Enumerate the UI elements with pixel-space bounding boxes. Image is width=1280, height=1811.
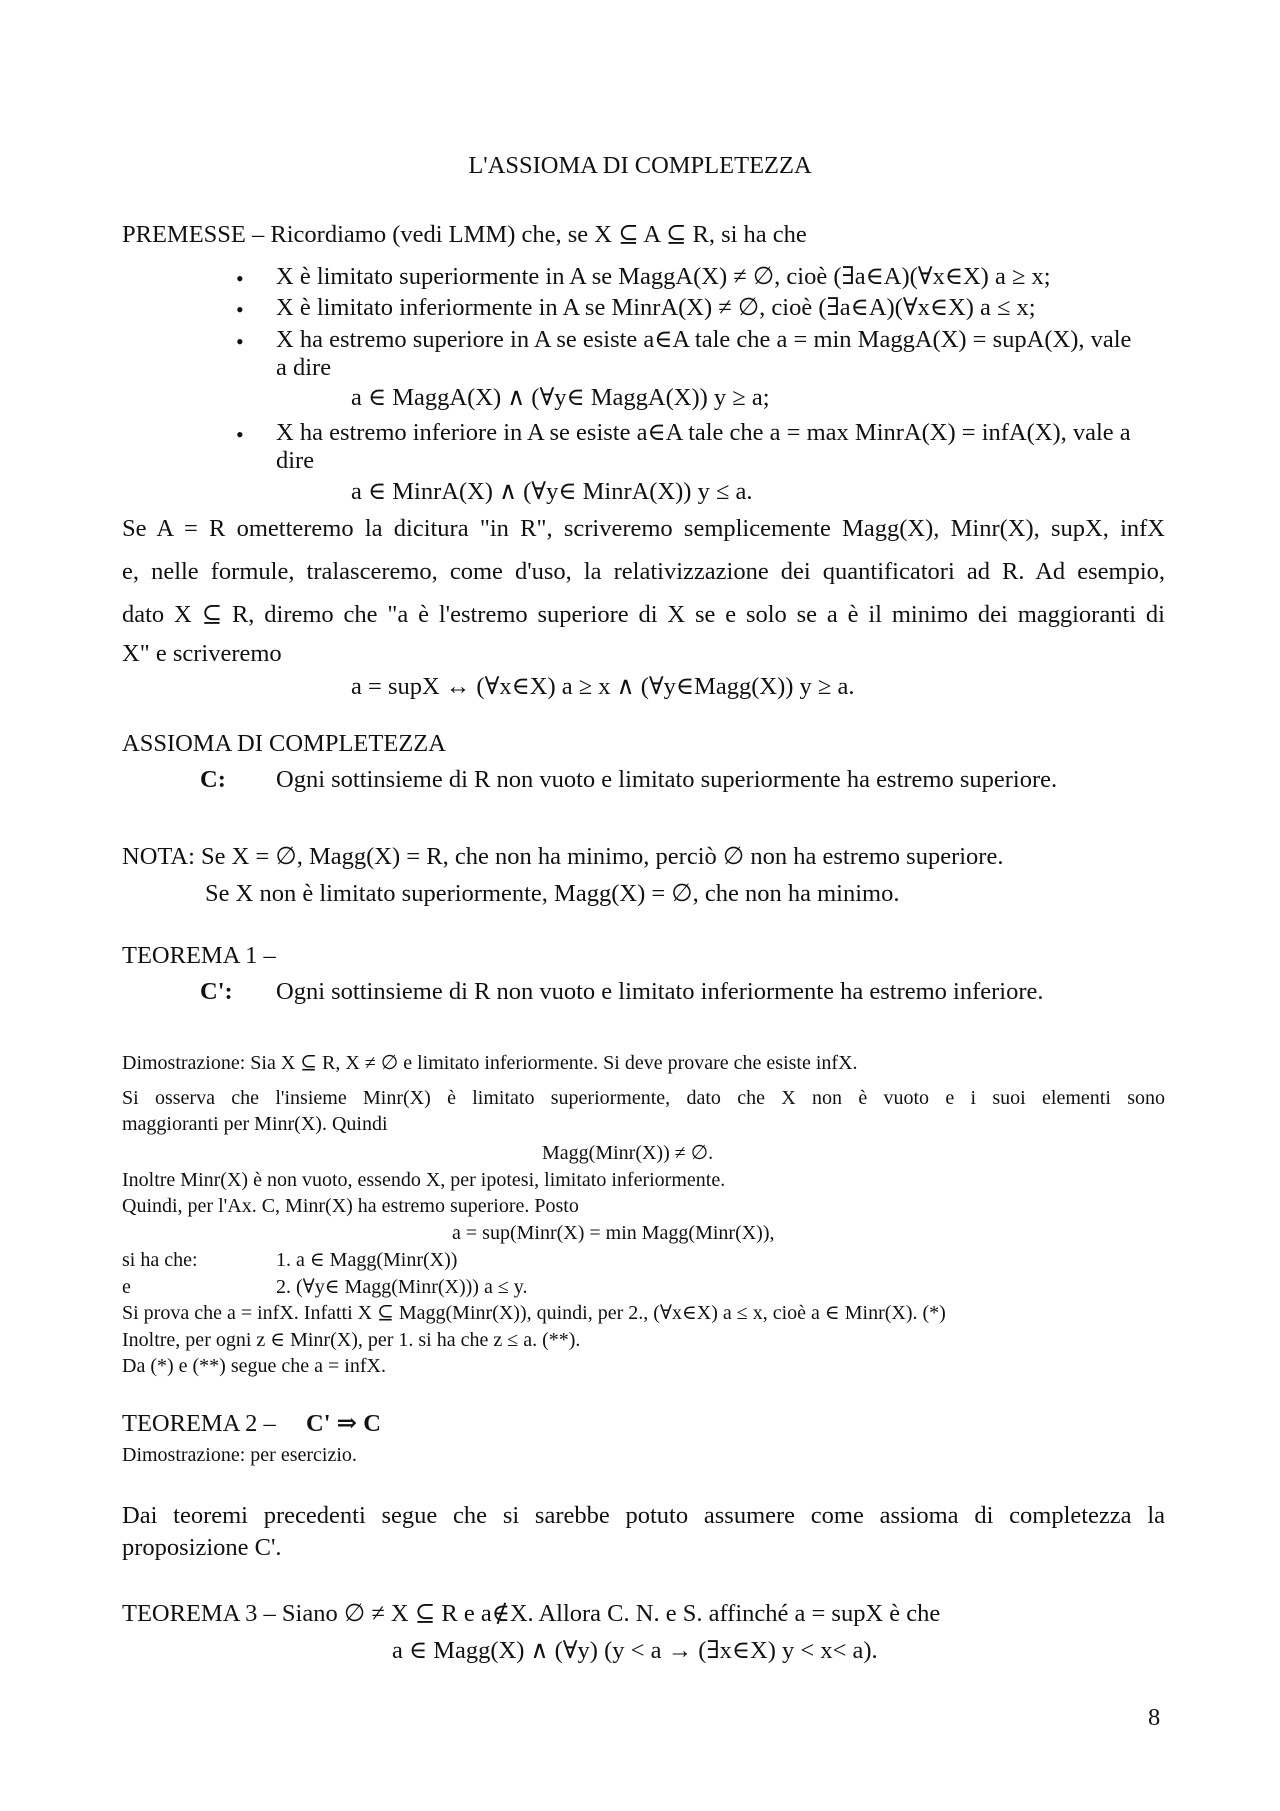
premesse-formula: a = supX ↔ (∀x∈X) a ≥ x ∧ (∀y∈Magg(X)) y ≥ a. xyxy=(351,673,855,700)
conclusione-line: proposizione C'. xyxy=(122,1534,282,1561)
dim1-line: Dimostrazione: Sia X ⊆ R, X ≠ ∅ e limitato inferiormente. Si deve provare che esiste infX. xyxy=(122,1052,858,1074)
nota-line: Se X non è limitato superiormente, Magg(X) = ∅, che non ha minimo. xyxy=(205,880,900,907)
dim1-line: Inoltre Minr(X) è non vuoto, essendo X, per ipotesi, limitato inferiormente. xyxy=(122,1169,726,1191)
assioma-text: Ogni sottinsieme di R non vuoto e limitato superiormente ha estremo superiore. xyxy=(276,766,1058,793)
bullet-item: X ha estremo inferiore in A se esiste a∈A tale che a = max MinrA(X) = infA(X), vale a xyxy=(276,419,1131,446)
teorema1-heading: TEOREMA 1 – xyxy=(122,942,276,969)
premesse-paragraph-line: dato X ⊆ R, diremo che "a è l'estremo superiore di X se e solo se a è il minimo dei maggioranti di xyxy=(122,601,1165,628)
bullet-item: X ha estremo superiore in A se esiste a∈A tale che a = min MaggA(X) = supA(X), vale xyxy=(276,326,1132,353)
bullet-marker: • xyxy=(236,329,244,354)
premesse-paragraph-line: e, nelle formule, tralasceremo, come d'uso, la relativizzazione dei quantificatori ad R. Ad esempio, xyxy=(122,558,1165,585)
assioma-label: C: xyxy=(200,766,226,793)
bullet-marker: • xyxy=(236,297,244,322)
dim1-line: Da (*) e (**) segue che a = infX. xyxy=(122,1355,386,1377)
dim1-line: si ha che: xyxy=(122,1249,198,1271)
nota-line: NOTA: Se X = ∅, Magg(X) = R, che non ha minimo, perciò ∅ non ha estremo superiore. xyxy=(122,843,1004,870)
dim1-formula: a = sup(Minr(X) = min Magg(Minr(X)), xyxy=(452,1222,775,1244)
dim1-item: 1. a ∈ Magg(Minr(X)) xyxy=(276,1249,458,1271)
dim1-formula: Magg(Minr(X)) ≠ ∅. xyxy=(542,1142,714,1164)
dim1-line: Si osserva che l'insieme Minr(X) è limitato superiormente, dato che X non è vuoto e i suoi elementi sono xyxy=(122,1087,1165,1109)
bullet-formula: a ∈ MaggA(X) ∧ (∀y∈ MaggA(X)) y ≥ a; xyxy=(351,384,770,411)
premesse-paragraph-line: Se A = R ometteremo la dicitura "in R", scriveremo semplicemente Magg(X), Minr(X), supX, infX xyxy=(122,515,1165,542)
dim1-line: maggioranti per Minr(X). Quindi xyxy=(122,1113,388,1135)
teorema2-statement: C' ⇒ C xyxy=(306,1410,381,1437)
bullet-item-continuation: dire xyxy=(276,447,315,474)
bullet-item: X è limitato superiormente in A se MaggA(X) ≠ ∅, cioè (∃a∈A)(∀x∈X) a ≥ x; xyxy=(276,263,1051,290)
teorema3-formula: a ∈ Magg(X) ∧ (∀y) (y < a → (∃x∈X) y < x< a). xyxy=(392,1637,878,1664)
assioma-heading: ASSIOMA DI COMPLETEZZA xyxy=(122,730,446,757)
dim1-line: Inoltre, per ogni z ∈ Minr(X), per 1. si ha che z ≤ a. (**). xyxy=(122,1329,581,1351)
teorema3-line: TEOREMA 3 – Siano ∅ ≠ X ⊆ R e a∉X. Allora C. N. e S. affinché a = supX è che xyxy=(122,1600,941,1627)
bullet-marker: • xyxy=(236,422,244,447)
teorema2-heading: TEOREMA 2 – xyxy=(122,1410,276,1437)
bullet-formula: a ∈ MinrA(X) ∧ (∀y∈ MinrA(X)) y ≤ a. xyxy=(351,478,753,505)
teorema1-text: Ogni sottinsieme di R non vuoto e limitato inferiormente ha estremo inferiore. xyxy=(276,978,1044,1005)
premesse-paragraph-line: X" e scriveremo xyxy=(122,640,282,667)
dim1-item: 2. (∀y∈ Magg(Minr(X))) a ≤ y. xyxy=(276,1276,528,1298)
premesse-intro: PREMESSE – Ricordiamo (vedi LMM) che, se X ⊆ A ⊆ R, si ha che xyxy=(122,221,807,248)
dim1-line: e xyxy=(122,1276,131,1298)
bullet-marker: • xyxy=(236,266,244,291)
page-title: L'ASSIOMA DI COMPLETEZZA xyxy=(468,152,812,179)
teorema1-label: C': xyxy=(200,978,233,1005)
conclusione-line: Dai teoremi precedenti segue che si sarebbe potuto assumere come assioma di completezza la xyxy=(122,1502,1165,1529)
dim1-line: Si prova che a = infX. Infatti X ⊆ Magg(Minr(X)), quindi, per 2., (∀x∈X) a ≤ x, cioè a ∈ Minr(X). (*) xyxy=(122,1302,946,1324)
page-number: 8 xyxy=(1148,1704,1161,1731)
bullet-item-continuation: a dire xyxy=(276,354,332,381)
teorema2-dim: Dimostrazione: per esercizio. xyxy=(122,1444,357,1466)
bullet-item: X è limitato inferiormente in A se MinrA(X) ≠ ∅, cioè (∃a∈A)(∀x∈X) a ≤ x; xyxy=(276,294,1036,321)
dim1-line: Quindi, per l'Ax. C, Minr(X) ha estremo superiore. Posto xyxy=(122,1195,579,1217)
